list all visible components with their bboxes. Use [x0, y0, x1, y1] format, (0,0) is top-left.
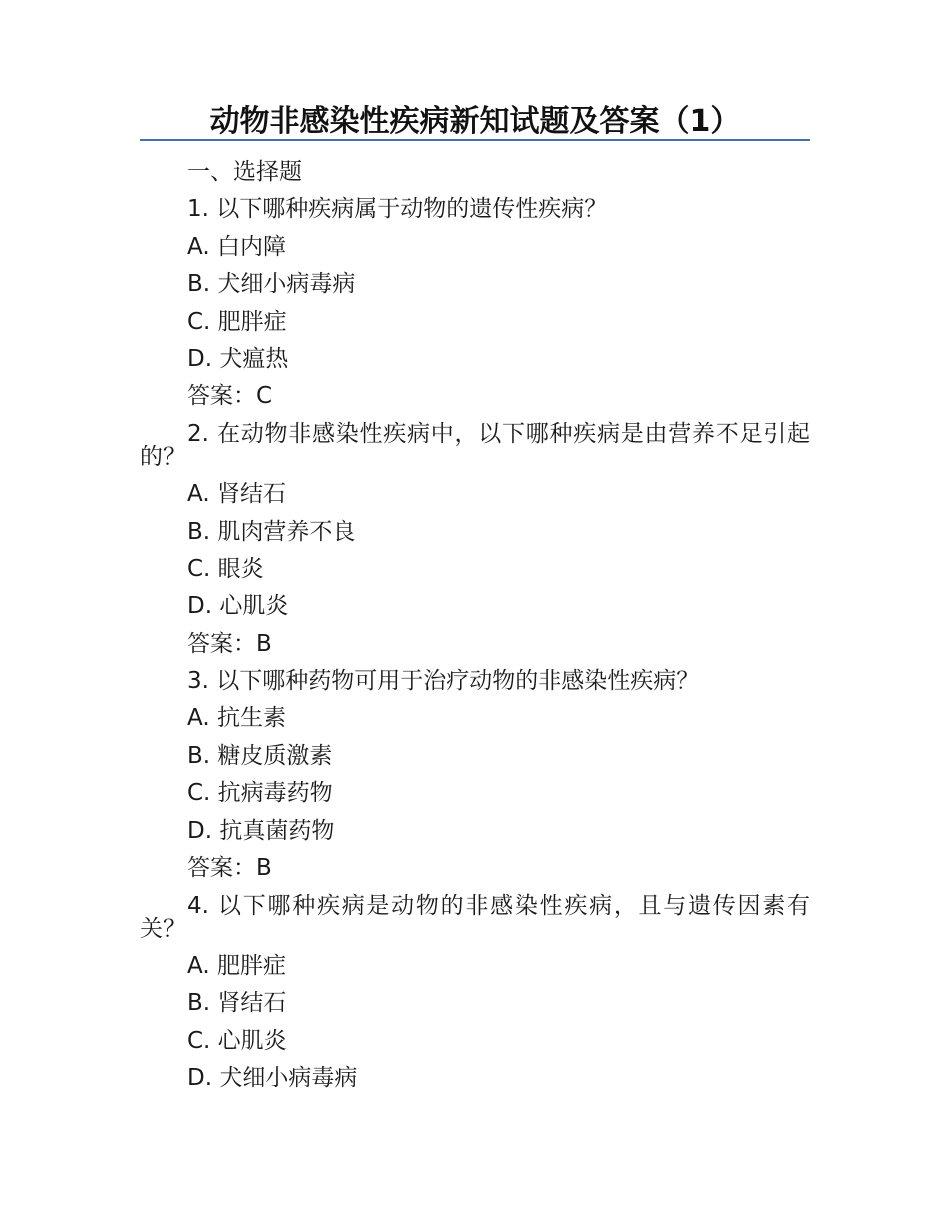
question-4-option-d: D. 犬细小病毒病 — [187, 1064, 358, 1091]
question-3-answer: 答案：B — [187, 855, 272, 882]
question-2: 2. 在动物非感染性疾病中，以下哪种疾病是由营养不足引起的？ — [140, 420, 810, 470]
question-4: 4. 以下哪种疾病是动物的非感染性疾病，且与遗传因素有关？ — [140, 892, 810, 942]
question-1-option-a: A. 白内障 — [187, 233, 286, 260]
question-3-option-a: A. 抗生素 — [187, 705, 286, 732]
question-1-option-d: D. 犬瘟热 — [187, 345, 289, 372]
question-2-option-c: C. 眼炎 — [187, 555, 264, 582]
question-2-option-b: B. 肌肉营养不良 — [187, 518, 356, 545]
document-body — [140, 154, 810, 1097]
question-4-option-b: B. 肾结石 — [187, 990, 287, 1017]
question-4-option-c: C. 心肌炎 — [187, 1027, 287, 1054]
question-3-option-d: D. 抗真菌药物 — [187, 817, 335, 844]
question-3-option-c: C. 抗病毒药物 — [187, 780, 333, 807]
question-2-option-a: A. 肾结石 — [187, 481, 286, 508]
question-1-answer: 答案：C — [187, 383, 273, 410]
document-title: 动物非感染性疾病新知试题及答案（1） — [209, 104, 741, 139]
question-1-option-c: C. 肥胖症 — [187, 308, 287, 335]
section-heading: 一、选择题 — [187, 159, 302, 185]
question-2-answer: 答案：B — [187, 630, 272, 657]
question-3: 3. 以下哪种药物可用于治疗动物的非感染性疾病？ — [187, 668, 700, 695]
title-underline — [140, 139, 810, 141]
question-4-option-a: A. 肥胖症 — [187, 952, 286, 979]
question-1: 1. 以下哪种疾病属于动物的遗传性疾病？ — [187, 196, 608, 223]
question-2-option-d: D. 心肌炎 — [187, 593, 289, 620]
question-1-option-b: B. 犬细小病毒病 — [187, 271, 356, 298]
question-3-option-b: B. 糖皮质激素 — [187, 742, 333, 769]
